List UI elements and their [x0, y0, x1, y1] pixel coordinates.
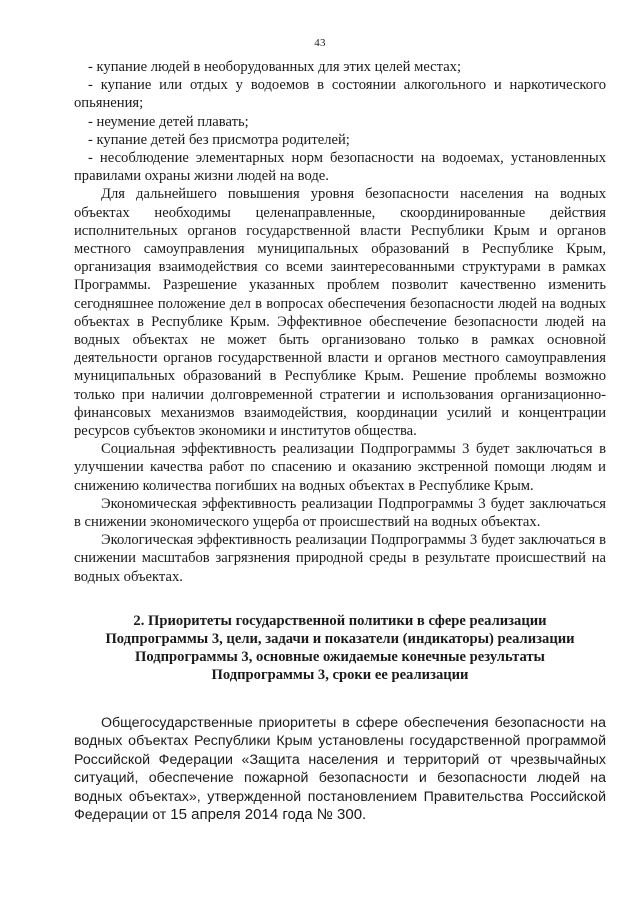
- page-number: 43: [314, 37, 326, 49]
- list-item: - купание или отдых у водоемов в состоянии алкогольного и наркотического опьянения;: [74, 77, 606, 112]
- final-paragraph-text: Общегосударственные приоритеты в сфере обеспечения безопасности на водных объектах Республики Крым установлены государственной программой Российской Федерации «Защита населения и территорий от чрезвычайных ситуаций, обеспечение пожарной безопасности и безопасности людей на водных объектах», утвержденной постановлением Правительства Российской Федерации от: [74, 714, 606, 823]
- list-item: - купание детей без присмотра родителей;: [88, 131, 350, 148]
- body-paragraph: Экономическая эффективность реализации Подпрограммы 3 будет заключаться в снижении экономического ущерба от происшествий на водных объектах.: [74, 495, 606, 531]
- section-heading-line: Подпрограммы 3, цели, задачи и показатели (индикаторы) реализации: [105, 630, 575, 647]
- body-paragraph: Социальная эффективность реализации Подпрограммы 3 будет заключаться в улучшении качества работ по спасению и оказанию экстренной помощи людям и снижению количества погибших на водных объектах в Республике Крым.: [74, 441, 606, 494]
- list-item: - купание людей в необорудованных для этих целей местах;: [88, 59, 462, 75]
- section-heading-line: Подпрограммы 3, сроки ее реализации: [211, 666, 469, 683]
- body-paragraph: Для дальнейшего повышения уровня безопасности населения на водных объектах необходимы целенаправленные, скоординированные действия исполнительных органов государственной власти Республики Крым и органов местного самоуправления муниципальных образований в Республике Крым, организация взаимодействия со всеми заинтересованными структурами в рамках Программы. Разрешение указанных проблем позволит качественно изменить сегодняшнее положение дел в вопросах обеспечения безопасности людей на водных объектах в Республике Крым. Эффективное обеспечение безопасности людей на водных объектах не может быть организовано только в рамках основной деятельности органов государственной власти и органов местного самоуправления муниципальных образований в Республике Крым. Решение проблемы возможно только при наличии долговременной стратегии и использования организационно-финансовых механизмов взаимодействия, координации усилий и концентрации ресурсов субъектов экономики и институтов общества.: [74, 186, 606, 440]
- final-paragraph: [74, 714, 606, 824]
- body-paragraph: Экологическая эффективность реализации Подпрограммы 3 будет заключаться в снижении масштабов загрязнения природной среды в результате происшествий на водных объектах.: [74, 532, 606, 585]
- decree-date: 15 апреля 2014 года № 300.: [170, 805, 367, 823]
- page-content: [74, 58, 606, 824]
- section-heading-line: 2. Приоритеты государственной политики в сфере реализации: [133, 612, 547, 629]
- section-heading-line: Подпрограммы 3, основные ожидаемые конечные результаты: [135, 648, 545, 665]
- list-item: - несоблюдение элементарных норм безопасности на водоемах, установленных правилами охраны жизни людей на воде.: [74, 150, 606, 185]
- list-item: - неумение детей плавать;: [88, 113, 249, 130]
- section-heading: [74, 612, 606, 684]
